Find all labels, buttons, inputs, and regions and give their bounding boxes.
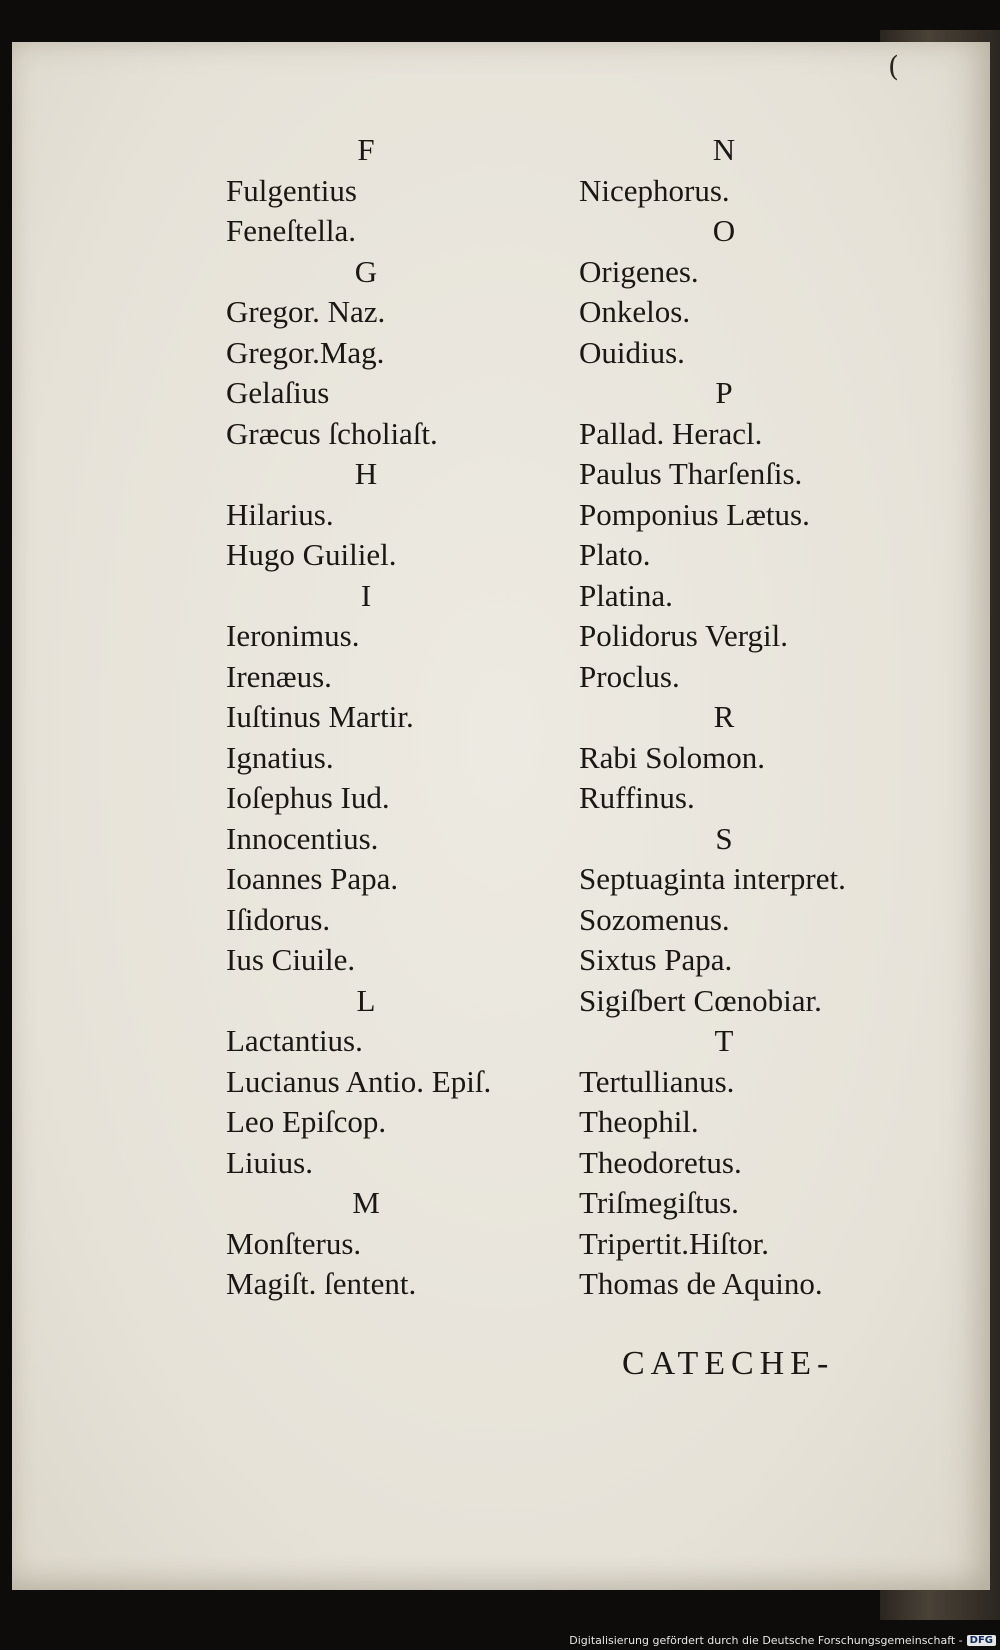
index-entry: Ieronimus. — [226, 618, 360, 653]
index-entry: Ius Ciuile. — [226, 942, 356, 977]
index-entry: Proclus. — [579, 658, 680, 694]
index-entry: Gelaſius — [226, 375, 330, 410]
section-letter: M — [352, 1185, 380, 1220]
index-entry: Onkelos. — [579, 294, 691, 329]
index-entry: Innocentius. — [226, 820, 379, 856]
index-entry: Hugo Guiliel. — [226, 537, 397, 572]
index-entry: Magiſt. ſentent. — [226, 1266, 417, 1301]
section-letter: G — [354, 253, 378, 289]
index-entry: Lucianus Antio. Epiſ. — [226, 1063, 492, 1099]
index-entry: Sozomenus. — [579, 901, 730, 937]
index-entry: Gregor.Mag. — [226, 334, 385, 370]
index-entry: Hilarius. — [226, 496, 334, 532]
index-column-right — [579, 130, 939, 1305]
footer-credit — [569, 1634, 996, 1647]
footer-text: Digitalisierung gefördert durch die Deutsche Forschungsgemeinschaft - — [569, 1634, 963, 1647]
section-letter: F — [357, 132, 375, 167]
section-letter: O — [712, 213, 736, 248]
index-entry: Tertullianus. — [579, 1063, 735, 1099]
page-corner-mark: ( — [888, 50, 899, 83]
index-entry: Ignatius. — [226, 739, 334, 775]
index-entry: Lactantius. — [226, 1023, 363, 1058]
section-letter: I — [360, 577, 372, 613]
index-entry: Fulgentius — [226, 172, 357, 208]
index-entry: Ouidius. — [579, 334, 685, 370]
section-letter: H — [354, 456, 378, 491]
section-letter: N — [712, 132, 736, 167]
index-entry: Monſterus. — [226, 1225, 362, 1261]
index-entry: Ioannes Papa. — [226, 861, 399, 896]
index-entry: Pomponius Lætus. — [579, 496, 810, 532]
index-entry: Septuaginta interpret. — [579, 861, 846, 896]
index-entry: Liuius. — [226, 1144, 313, 1180]
index-entry: Thomas de Aquino. — [579, 1266, 823, 1301]
index-entry: Rabi Solomon. — [579, 739, 766, 775]
index-entry: Theophil. — [579, 1104, 699, 1139]
dfg-logo: DFG — [967, 1635, 996, 1646]
index-entry: Tripertit.Hiſtor. — [579, 1225, 770, 1261]
index-entry: Græcus ſcholiaſt. — [226, 415, 438, 451]
index-entry: Gregor. Naz. — [226, 294, 386, 329]
index-entry: Paulus Tharſenſis. — [579, 456, 803, 491]
index-entry: Feneſtella. — [226, 213, 356, 248]
index-entry: Polidorus Vergil. — [579, 618, 788, 653]
index-entry: Ruffinus. — [579, 780, 695, 815]
catchword: CATECHE- — [622, 1345, 835, 1382]
index-entry: Leo Epiſcop. — [226, 1104, 387, 1139]
index-entry: Ioſephus Iud. — [226, 780, 390, 815]
index-column-left — [226, 130, 556, 1305]
index-entry: Irenæus. — [226, 658, 332, 694]
index-entry: Pallad. Heracl. — [579, 415, 763, 451]
index-entry: Iuſtinus Martir. — [226, 699, 414, 734]
index-entry: Plato. — [579, 537, 651, 572]
index-entry: Nicephorus. — [579, 172, 730, 208]
index-entry: Iſidorus. — [226, 901, 331, 937]
index-entry: Sixtus Papa. — [579, 942, 733, 977]
section-letter: S — [715, 820, 733, 856]
index-entry: Origenes. — [579, 253, 699, 289]
index-entry: Triſmegiſtus. — [579, 1185, 739, 1220]
section-letter: R — [713, 699, 735, 734]
index-entry: Theodoretus. — [579, 1144, 742, 1180]
section-letter: T — [714, 1023, 734, 1058]
index-entry: Sigiſbert Cœnobiar. — [579, 982, 822, 1018]
index-entry: Platina. — [579, 577, 673, 613]
section-letter: P — [715, 375, 733, 410]
section-letter: L — [356, 982, 376, 1018]
